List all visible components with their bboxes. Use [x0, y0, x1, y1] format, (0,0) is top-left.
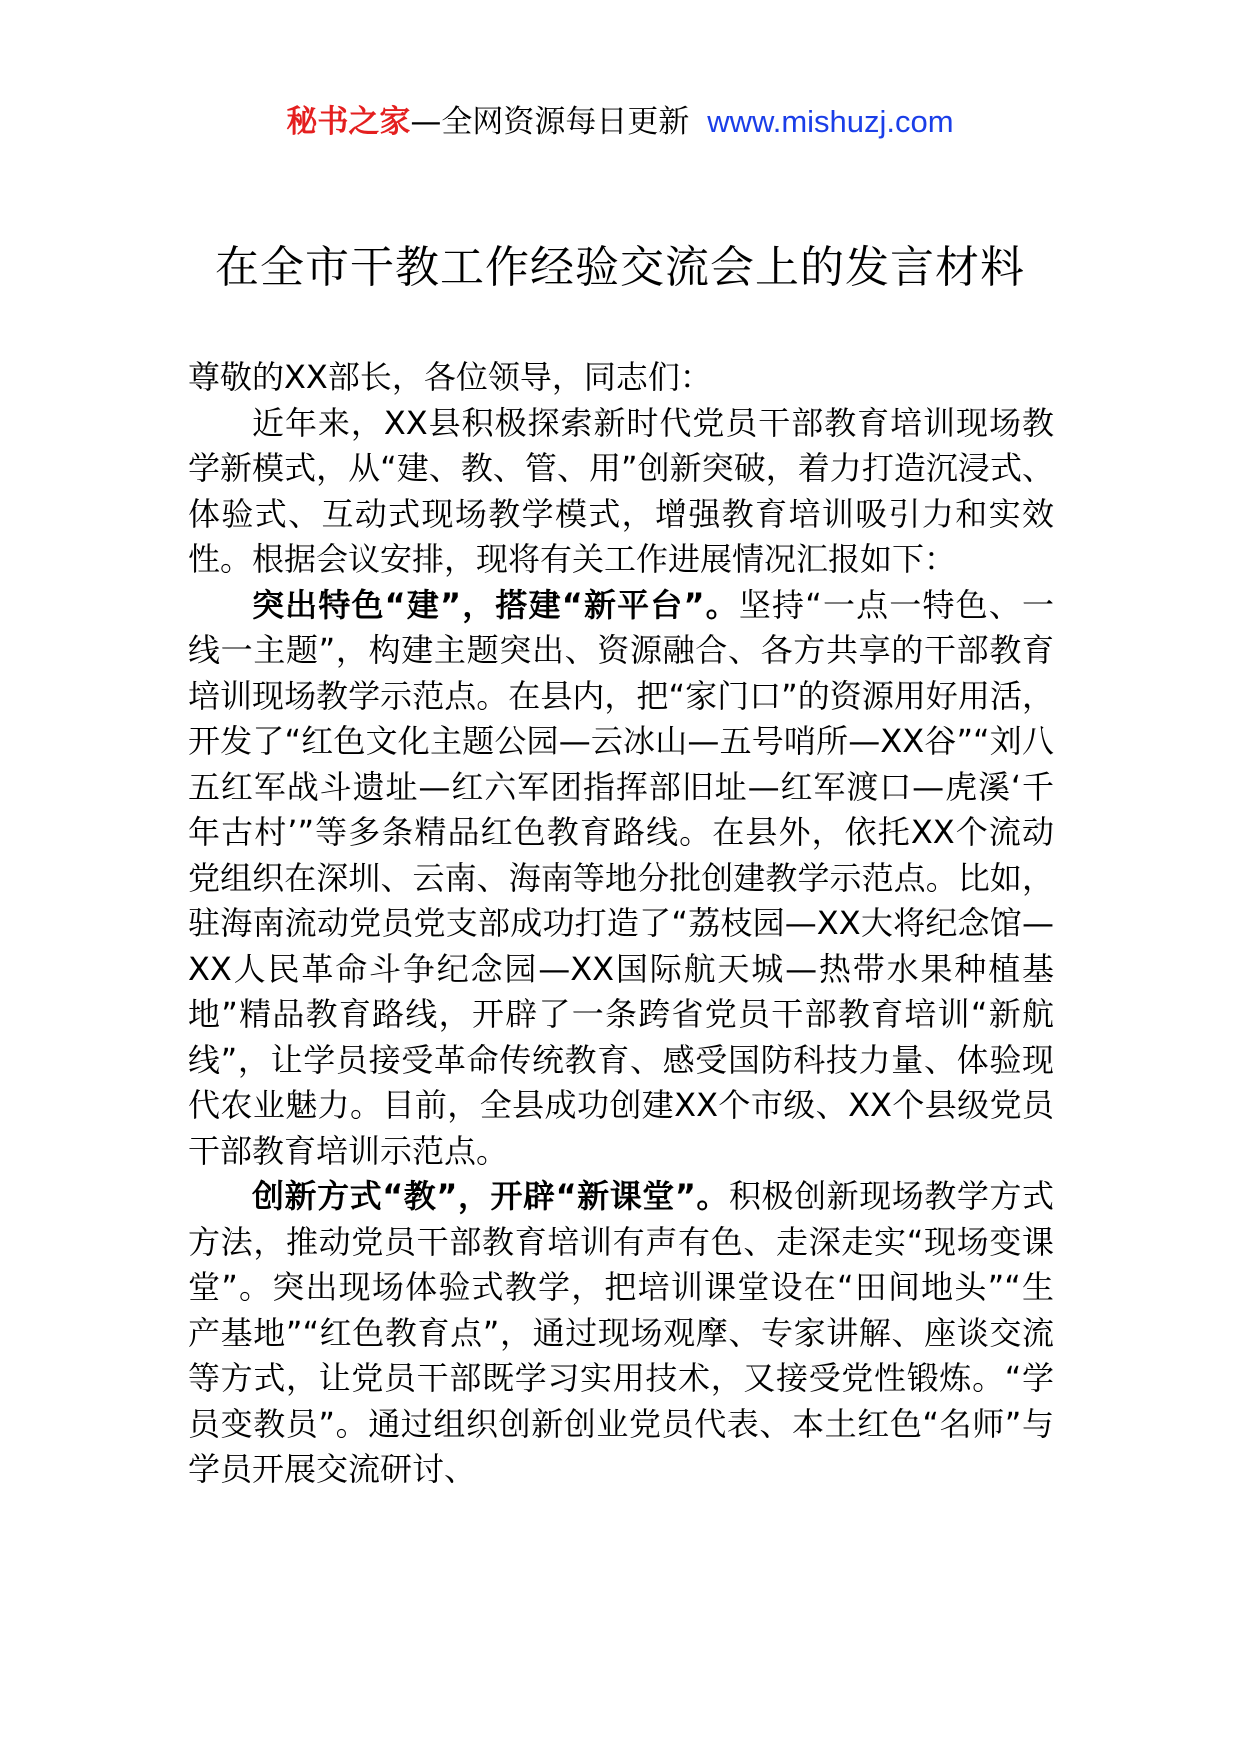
document-title: 在全市干教工作经验交流会上的发言材料: [215, 242, 1025, 293]
greeting: 尊敬的XX部长，各位领导，同志们：: [188, 358, 712, 396]
header-tagline: —全网资源每日更新: [410, 104, 700, 140]
header-url[interactable]: www.mishuzj.com: [707, 104, 954, 139]
paragraph-teach: [188, 1174, 1054, 1493]
document-body: [188, 355, 1054, 1493]
paragraph-heading: 创新方式“教”，开辟“新课堂”。: [252, 1177, 729, 1215]
paragraph-text: 坚持“一点一特色、一线一主题”，构建主题突出、资源融合、各方共享的干部教育培训现场教学示范点。在县内，把“家门口”的资源用好用活，开发了“红色文化主题公园—云冰山—五号哨所—XX谷”“刘八五红军战斗遗址—红六军团指挥部旧址—红军渡口—虎溪‘千年古村’”等多条精品红色教育路线。在县外，依托XX个流动党组织在深圳、云南、海南等地分批创建教学示范点。比如，驻海南流动党员党支部成功打造了“荔枝园—XX大将纪念馆—XX人民革命斗争纪念园—XX国际航天城—热带水果种植基地”精品教育路线，开辟了一条跨省党员干部教育培训“新航线”，让学员接受革命传统教育、感受国防科技力量、体验现代农业魅力。目前，全县成功创建XX个市级、XX个县级党员干部教育培训示范点。: [188, 585, 1054, 1170]
paragraph-text: 积极创新现场教学方式方法，推动党员干部教育培训有声有色、走深走实“现场变课堂”。突出现场体验式教学，把培训课堂设在“田间地头”“生产基地”“红色教育点”，通过现场观摩、专家讲解、座谈交流等方式，让党员干部既学习实用技术，又接受党性锻炼。“学员变教员”。通过组织创新创业党员代表、本土红色“名师”与学员开展交流研讨、: [188, 1177, 1054, 1488]
site-header: [0, 100, 1240, 144]
paragraph-build: [188, 583, 1054, 1175]
paragraph-text: 近年来，XX县积极探索新时代党员干部教育培训现场教学新模式，从“建、教、管、用”创新突破，着力打造沉浸式、体验式、互动式现场教学模式，增强教育培训吸引力和实效性。根据会议安排，现将有关工作进展情况汇报如下：: [188, 403, 1054, 578]
paragraph-intro: [188, 401, 1054, 583]
brand-name: 秘书之家: [286, 104, 411, 140]
paragraph-heading: 突出特色“建”，搭建“新平台”。: [252, 585, 739, 624]
